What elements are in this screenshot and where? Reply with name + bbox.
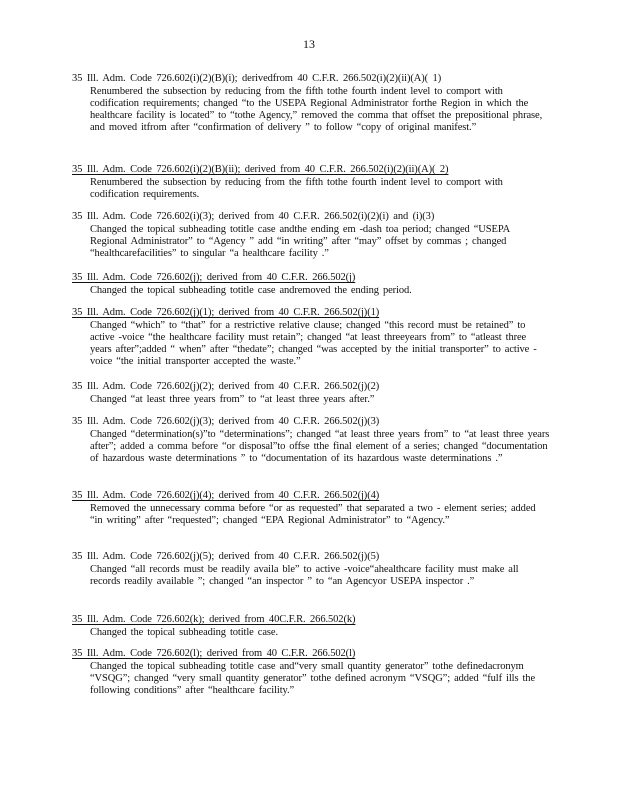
- entry-description: Renumbered the subsection by reducing from the fifth tothe fourth indent level to comport with codification requirements; changed “to the USEPA Regional Administrator forthe Region in which the healthcare facility is located” to “tothe Agency,” removed the comma that offset the prepositional phrase, and moved itfrom after “confirmation of delivery ” to follow “copy of original manifest.”: [90, 85, 543, 134]
- entry-description: Changed “at least three years from” to “at least three years after.”: [90, 393, 375, 405]
- entry-description: Changed the topical subheading totitle case andremoved the ending period.: [90, 284, 412, 296]
- citation: 35 Ill. Adm. Code 726.602(i)(2)(B)(i); derivedfrom 40 C.F.R. 266.502(i)(2)(ii)(A)( 1): [72, 73, 442, 84]
- amendment-entry: [72, 551, 550, 588]
- citation: 35 Ill. Adm. Code 726.602(j); derived from 40 C.F.R. 266.502(j): [72, 272, 356, 283]
- entry-description: Changed the topical subheading totitle case and“very small quantity generator” tothe definedacronym “VSQG”; changed “very small quantity generator” tothe defined acronym “VSQG”; added “fulf ills the following conditions” after “healthcare facility.”: [90, 660, 536, 697]
- amendment-entry: [72, 272, 550, 297]
- citation: 35 Ill. Adm. Code 726.602(l); derived from 40 C.F.R. 266.502(l): [72, 648, 356, 659]
- amendment-entry: [72, 211, 550, 260]
- citation: 35 Ill. Adm. Code 726.602(i)(2)(B)(ii); derived from 40 C.F.R. 266.502(i)(2)(ii)(A)( 2): [72, 164, 449, 175]
- citation: 35 Ill. Adm. Code 726.602(j)(3); derived from 40 C.F.R. 266.502(j)(3): [72, 416, 380, 427]
- amendment-entry: [72, 164, 550, 201]
- entry-description: Changed “determination(s)”to “determinations”; changed “at least three years from” to “at least three years after”; added a comma before “or disposal”to offse tthe final element of a series; changed “documentation of hazardous waste determinations ” to “documentation of its hazardous waste determinations .”: [90, 428, 550, 465]
- citation: 35 Ill. Adm. Code 726.602(k); derived from 40C.F.R. 266.502(k): [72, 614, 356, 625]
- amendment-entry: [72, 416, 550, 465]
- amendment-entry: [72, 490, 550, 527]
- entry-description: Removed the unnecessary comma before “or as requested” that separated a two - element series; added “in writing” after “requested”; changed “EPA Regional Administrator” to “Agency.”: [90, 502, 536, 526]
- amendment-entry: [72, 648, 550, 697]
- citation: 35 Ill. Adm. Code 726.602(i)(3); derived from 40 C.F.R. 266.502(i)(2)(i) and (i)(3): [72, 211, 435, 222]
- amendment-entry: [72, 307, 550, 369]
- entry-description: Changed “all records must be readily availa ble” to active -voice“ahealthcare facility must make all records readily available ”; changed “an inspector ” to “an Agencyor USEPA inspector .”: [90, 563, 519, 587]
- citation: 35 Ill. Adm. Code 726.602(j)(2); derived from 40 C.F.R. 266.502(j)(2): [72, 381, 380, 392]
- citation: 35 Ill. Adm. Code 726.602(j)(4); derived from 40 C.F.R. 266.502(j)(4): [72, 490, 380, 501]
- citation: 35 Ill. Adm. Code 726.602(j)(5); derived from 40 C.F.R. 266.502(j)(5): [72, 551, 380, 562]
- amendment-entry: [72, 73, 550, 135]
- page-number: 13: [303, 37, 315, 51]
- entry-description: Changed the topical subheading totitle case.: [90, 626, 278, 638]
- entry-description: Changed “which” to “that” for a restrictive relative clause; changed “this record must be retained” to active -voice “the healthcare facility must retain”; changed “at least threeyears from” to “atleast three years after”;added “ when” after “thedate”; changed “was accepted by the initial transporter” to active -voice “the initial transporter accepted the waste.”: [90, 319, 537, 368]
- citation: 35 Ill. Adm. Code 726.602(j)(1); derived from 40 C.F.R. 266.502(j)(1): [72, 307, 380, 318]
- entry-description: Changed the topical subheading totitle case andthe ending em -dash toa period; changed “USEPA Regional Administrator” to “Agency ” add “in writing” after “may” offset by commas ; changed “healthcarefacilities” to singular “a healthcare facility .”: [90, 223, 510, 260]
- amendment-entry: [72, 381, 550, 406]
- amendment-entry: [72, 614, 550, 639]
- entry-description: Renumbered the subsection by reducing from the fifth tothe fourth indent level to comport with codification requirements.: [90, 176, 503, 200]
